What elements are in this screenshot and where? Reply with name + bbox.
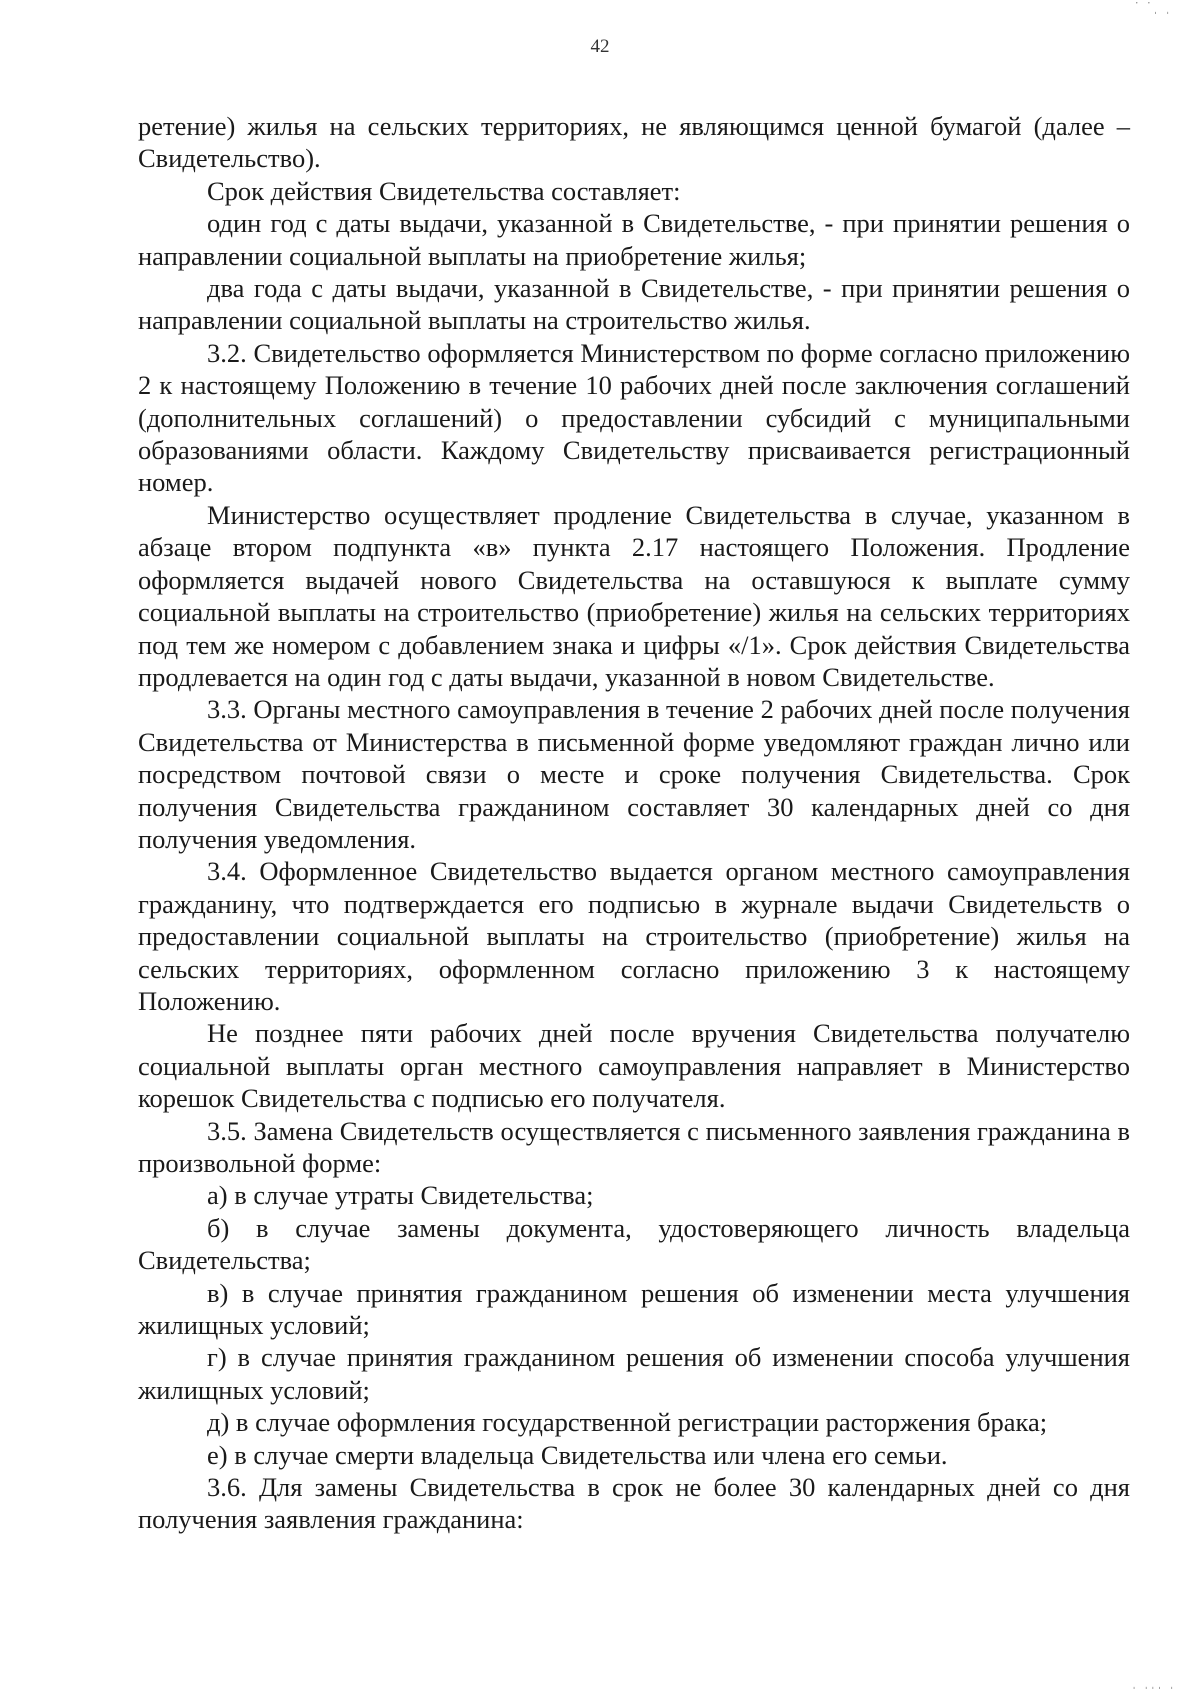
- paragraph: Не позднее пяти рабочих дней после вручения Свидетельства получателю социальной выплаты орган местного самоуправления направляет в Министерство корешок Свидетельства с подписью его получателя.: [138, 1018, 1130, 1114]
- paragraph: 3.3. Органы местного самоуправления в течение 2 рабочих дней после получения Свидетельства от Министерства в письменной форме уведомляют граждан лично или посредством почтовой связи о месте и сроке получения Свидетельства. Срок получения Свидетельства гражданином составляет 30 календарных дней со дня получения уведомления.: [138, 694, 1130, 854]
- paragraph: 3.5. Замена Свидетельств осуществляется с письменного заявления гражданина в произвольной форме:: [138, 1115, 1130, 1178]
- paragraph: а) в случае утраты Свидетельства;: [207, 1180, 594, 1211]
- paragraph: ретение) жилья на сельских территориях, не являющимся ценной бумагой (далее – Свидетельство).: [138, 111, 1130, 174]
- paragraph: 3.4. Оформленное Свидетельство выдается органом местного самоуправления гражданину, что подтверждается его подписью в журнале выдачи Свидетельств о предоставлении социальной выплаты на строительство (приобретение) жилья на сельских территориях, оформленном согласно приложению 3 к настоящему Положению.: [138, 856, 1130, 1016]
- paragraph: г) в случае принятия гражданином решения об изменении способа улучшения жилищных условий;: [138, 1342, 1130, 1405]
- paragraph: 3.6. Для замены Свидетельства в срок не более 30 календарных дней со дня получения заявления гражданина:: [138, 1472, 1130, 1535]
- paragraph: Министерство осуществляет продление Свидетельства в случае, указанном в абзаце втором подпункта «в» пункта 2.17 настоящего Положения. Продление оформляется выдачей нового Свидетельства на оставшуюся к выплате сумму социальной выплаты на строительство (приобретение) жилья на сельских территориях под тем же номером с добавлением знака и цифры «/1». Срок действия Свидетельства продлевается на один год с даты выдачи, указанной в новом Свидетельстве.: [138, 499, 1130, 692]
- page-number: 42: [590, 36, 610, 57]
- paragraph: в) в случае принятия гражданином решения об изменении места улучшения жилищных условий;: [138, 1277, 1130, 1341]
- paragraph: 3.2. Свидетельство оформляется Министерством по форме согласно приложению 2 к настоящему Положению в течение 10 рабочих дней после заключения соглашений (дополнительных соглашений) о предоставлении субсидий с муниципальными образованиями области. Каждому Свидетельству присваивается регистрационный номер.: [138, 337, 1130, 498]
- paragraph: один год с даты выдачи, указанной в Свидетельстве, - при принятии решения о направлении социальной выплаты на приобретение жилья;: [138, 208, 1130, 271]
- paragraph: д) в случае оформления государственной регистрации расторжения брака;: [207, 1407, 1048, 1438]
- document-body: [138, 110, 1130, 1536]
- paragraph: е) в случае смерти владельца Свидетельства или члена его семьи.: [207, 1439, 948, 1470]
- scan-mark-top: ˙ ˙ˌ ˌ: [1134, 0, 1172, 15]
- scan-mark-bottom: ˌ ˌˌˌ ˌ: [1131, 1675, 1176, 1690]
- paragraph: б) в случае замены документа, удостоверяющего личность владельца Свидетельства;: [138, 1212, 1130, 1276]
- paragraph: два года с даты выдачи, указанной в Свидетельстве, - при принятии решения о направлении социальной выплаты на строительство жилья.: [138, 273, 1130, 336]
- paragraph: Срок действия Свидетельства составляет:: [207, 175, 681, 206]
